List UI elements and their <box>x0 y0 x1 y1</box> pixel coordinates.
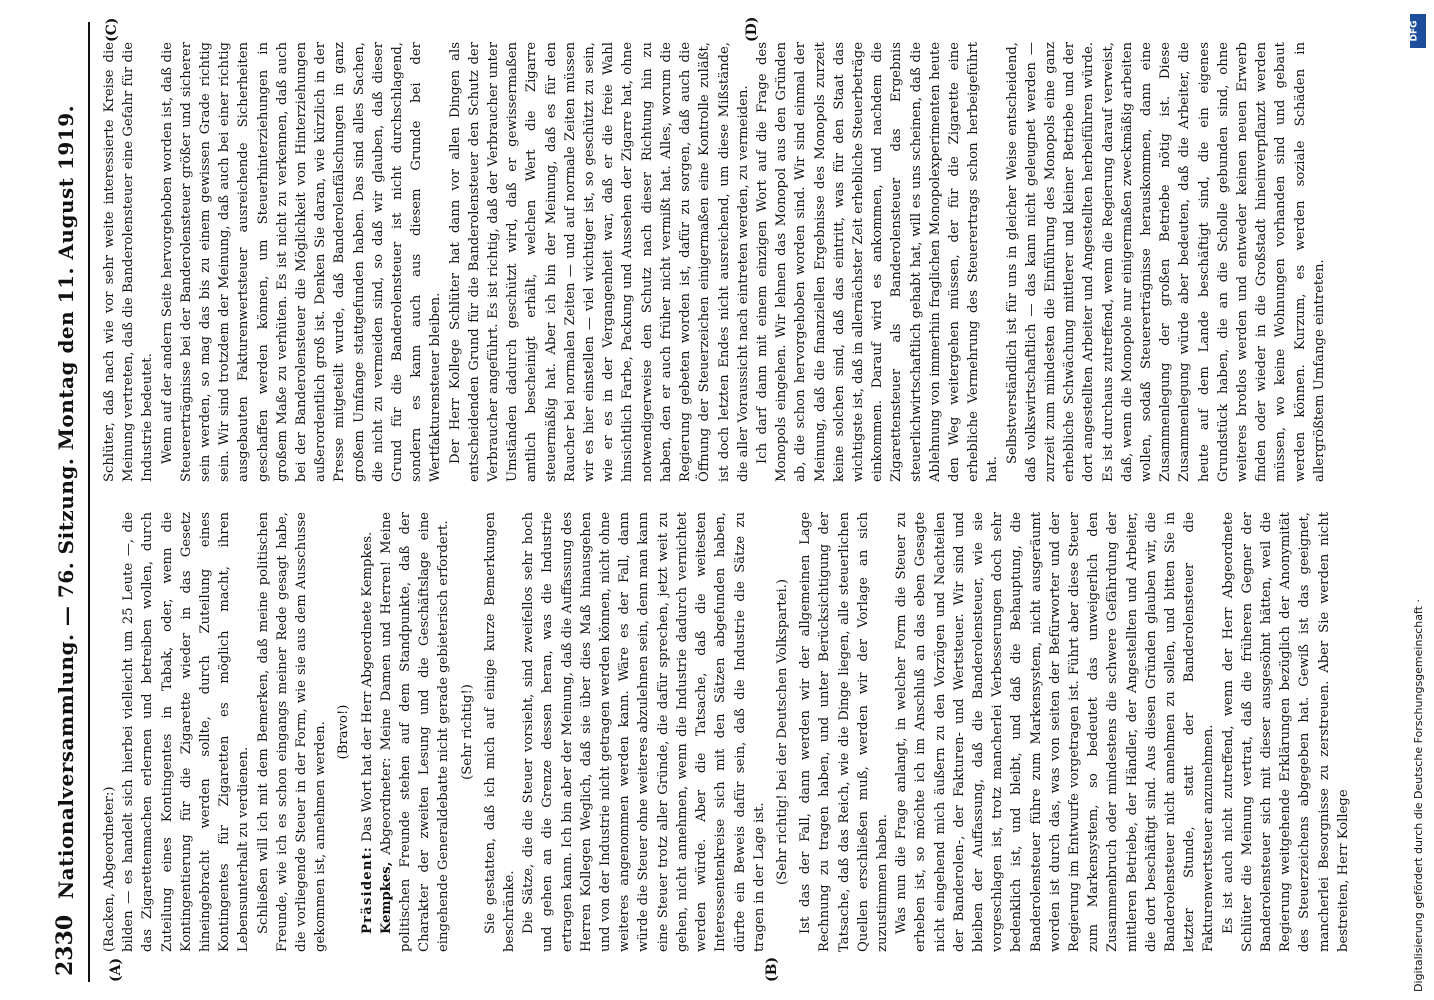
paragraph: Sie gestatten, daß ich mich auf einige kurze Bemerkungen beschränke. <box>482 512 518 952</box>
page-title: Nationalversammlung. — 76. Sitzung. Montag den 11. August 1919. <box>54 104 78 900</box>
credit-text: Digitalisierung gefördert durch die Deutsche Forschungsgemeinschaft · <box>1412 599 1425 992</box>
paragraph: Schlüter, daß nach wie vor sehr weite interessierte Kreise die Meinung vertreten, daß die Banderolensteuer eine Gefahr für die Industrie bedeutet. <box>102 42 156 482</box>
speaker-tag: (Racken, Abgeordneter:) <box>102 786 117 952</box>
paragraph: Ist das der Fall, dann werden wir der allgemeinen Lage Rechnung zu tragen haben, und unter Berücksichtigung der Tatsache, daß das Reich, wie die Dinge liegen, alle steuerlichen Quellen erschließen muß, werden wir der Vorlage an sich zuzustimmen haben. <box>798 512 890 952</box>
interjection: (Sehr richtig!) <box>459 684 475 780</box>
page-number: 2330 <box>52 914 78 976</box>
interjection: (Bravo!) <box>336 704 352 760</box>
page-header <box>44 22 90 982</box>
paragraph: Die Sätze, die die Steuer vorsieht, sind zweifellos sehr hoch und gehen an die Grenze dessen heran, was die Industrie ertragen kann. Ich bin aber der Meinung, daß die Auffassung des Herren Kollegen Weglich, daß sie über dies Maß hinausgehen und von der Industrie nicht getragen werden können, nicht ohne weiteres angenommen werden kann. Wäre es der Fall, dann würde die Steuer ohne weiteres abzulehnen sein, denn man kann eine Steuer trotz aller Gründe, die dafür sprechen, jetzt weit zu gehen, nicht annehmen, wenn die Industrie dadurch vernichtet werden würde. Aber die Tatsache, daß die weitesten Interessentenkreise sich mit den Sätzen abgefunden haben, dürfte ein Beweis dafür sein, daß die Industrie die Sätze zu tragen in der Lage ist. <box>521 512 767 952</box>
paragraph: bilden — es handelt sich hierbei vielleicht um 25 Leute —, die das Zigarettenmachen erlernen und betreiben wollen, durch Zuteilung eines Kontingentes in Tabak, oder, wenn die Kontingentierung für die Zigarette wieder in das Gesetz hineingebracht werden sollte, durch Zuteilung eines Kontingentes für Zigaretten es möglich macht, ihren Lebensunterhalt zu verdienen. <box>121 512 252 952</box>
paragraph: Wenn auf der andern Seite hervorgehoben worden ist, daß die Steuererträgnisse bei der Banderolensteuer größer und sicherer sein werden, so mag das bis zu einem gewissen Grade richtig sein. Wir sind trotzdem der Meinung, daß auch bei einer richtig ausgebauten Fakturenwertsteuer ausreichende Sicherheiten geschaffen werden können, um Steuerhinterziehungen in großem Maße zu verhüten. Es ist nicht zu verkennen, daß auch bei der Banderolensteuer die Möglichkeit von Hinterziehungen außerordentlich groß ist. Denken Sie daran, wie kürzlich in der Presse mitgeteilt wurde, daß Banderolenfälschungen in ganz großem Umfange stattgefunden haben. Das sind alles Sachen, die nicht zu vermeiden sind, so daß wir glauben, daß dieser Grund für die Banderolensteuer ist nicht durchschlagend, sondern es kann auch aus diesem Grunde bei der Wertfakturensteuer bleiben. <box>159 42 444 482</box>
president-speech: Präsident: Das Wort hat der Herr Abgeordnete Kempkes. <box>359 531 375 934</box>
interjection: (Sehr richtig! bei der Deutschen Volkspartei.) <box>774 578 790 886</box>
right-column <box>100 42 1400 482</box>
kempkes-speech: Kempkes, Abgeordneter: Meine Damen und Herren! Meine politischen Freunde stehen auf dem Standpunkte, daß der Charakter der zweiten Lesung und die Geschäftslage eine eingehende Generaldebatte nicht gerade gebieterisch erfordert. <box>378 512 452 952</box>
margin-marker-c: (C) <box>104 17 120 42</box>
paragraph: Schließen will ich mit dem Bemerken, daß meine politischen Freunde, wie ich es schon eingangs meiner Rede gesagt habe, die vorliegende Steuer in der Form, wie sie aus dem Ausschusse gekommen ist, annehmen werden. <box>255 512 329 952</box>
paragraph: Es ist auch nicht zutreffend, wenn der Herr Abgeordnete Schlüter die Meinung vertrat, daß die früheren Gegner der Banderolensteuer sich mit dieser ausgesöhnt hätten, weil die Regierung weitgehende Erklärungen bezüglich der Anonymität des Steuerzeichens abgegeben hat. Gewiß ist das geeignet, mancherlei Besorgnisse zu zerstreuen. Aber Sie werden nicht bestreiten, Herr Kollege <box>1220 512 1351 952</box>
margin-marker-b: (B) <box>764 956 780 982</box>
dfg-logo: DFG <box>1410 14 1426 48</box>
margin-marker-a: (A) <box>108 957 124 982</box>
left-column <box>100 512 1400 952</box>
margin-marker-d: (D) <box>744 16 760 42</box>
rotated-page <box>44 16 1409 982</box>
paragraph: Selbstverständlich ist für uns in gleicher Weise entscheidend, daß volkswirtschaftlich — das kann nicht geleugnet werden — zurzeit zum mindesten die Einführung des Monopols eine ganz erhebliche Schwächung mittlerer und kleiner Betriebe und der dort angestellten Arbeiter und Angestellten herbeiführen würde. Es ist durchaus zutreffend, wenn die Regierung darauf verweist, daß, wenn die Monopole nur einigermaßen zweckmäßig arbeiten wollen, sodaß Steuererträgnisse herauskommen, dann eine Zusammenlegung der großen Betriebe nötig ist. Diese Zusammenlegung würde aber bedeuten, daß die Arbeiter, die heute auf dem Lande beschäftigt sind, die ein eigenes Grundstück haben, die an die Scholle gebunden sind, ohne weiteres brotlos werden und entweder keinen neuen Erwerb finden oder wieder in die Großstadt hineinverpflanzt werden müssen, wo keine Wohnungen vorhanden sind und gebaut werden können. Kurzum, es werden soziale Schäden in allergrößtem Umfange eintreten. <box>1004 42 1327 482</box>
paragraph: Ich darf dann mit einem einzigen Wort auf die Frage des Monopols eingehen. Wir lehnen das Monopol aus den Gründen ab, die schon hervorgehoben worden sind. Wir sind einmal der Meinung, daß die finanziellen Ergebnisse des Monopols zurzeit keine solchen sind, daß das eintritt, was für den Staat das wichtigste ist, daß in allernächster Zeit erhebliche Steuerbeträge einkommen. Darauf wird es ankommen, und nachdem die Zigarettensteuer als Banderolensteuer das Ergebnis steuerlichwirtschaftlich gehabt hat, will es uns scheinen, daß die Ablehnung von immerhin fraglichen Monopolexperimenten heute den Weg weitergehen müssen, der für die Zigarette eine erhebliche Vermehrung des Steuerertrags schon herbeigeführt hat. <box>754 42 1001 482</box>
paragraph: Der Herr Kollege Schlüter hat dann vor allen Dingen als entscheidenden Grund für die Banderolensteuer den Schutz der Verbraucher angeführt. Es ist richtig, daß der Verbraucher unter Umständen dadurch geschützt wird, daß er gewissermaßen amtlich bescheinigt erhält, welchen Wert die Zigarre steuermäßig hat. Aber ich bin der Meinung, daß es für den Raucher bei normalen Zeiten — und auf normale Zeiten müssen wir es hier einstellen — viel wichtiger ist, so geschützt zu sein, wie er es in der Vergangenheit war, daß er die freie Wahl hinsichtlich Farbe, Packung und Aussehen der Zigarre hat, ohne notwendigerweise den Schutz nach dieser Richtung hin zu haben, den er auch früher nicht vermißt hat. Alles, worum die Regierung gebeten worden ist, dafür zu sorgen, daß auch die Öffnung der Steuerzeichen einigermaßen eine Kontrolle zuläßt, ist doch letzten Endes nicht ausreichend, um diese Mißstände, die aller Voraussicht nach eintreten werden, zu vermeiden. <box>447 42 751 482</box>
digitization-credit <box>1408 8 1430 992</box>
paragraph: Was nun die Frage anlangt, in welcher Form die Steuer zu erheben ist, so möchte ich im Anschluß an das eben Gesagte nicht eingehend mich äußern zu den Vorzügen und Nachteilen der Banderolen-, der Fakturen- und Wertsteuer. Wir sind und bleiben der Auffassung, daß die Banderolensteuer, wie sie vorgeschlagen ist, trotz mancherlei Verbesserungen doch sehr bedenklich ist, und bleibt, und daß die Behauptung, die Banderolensteuer führe zum Markensystem, nicht ausgeräumt worden ist durch das, was von seiten der Befürworter und der Regierung im Entwurfe vorgetragen ist. Führt aber diese Steuer zum Markensystem, so bedeutet das unweigerlich den Zusammenbruch oder mindestens die schwere Gefährdung der mittleren Betriebe, der Händler, der Angestellten und Arbeiter, die dort beschäftigt sind. Aus diesen Gründen glauben wir, die Banderolensteuer nicht annehmen zu sollen, und bitten Sie in letzter Stunde, statt der Banderolensteuer die Fakturenwertsteuer anzunehmen. <box>894 512 1217 952</box>
